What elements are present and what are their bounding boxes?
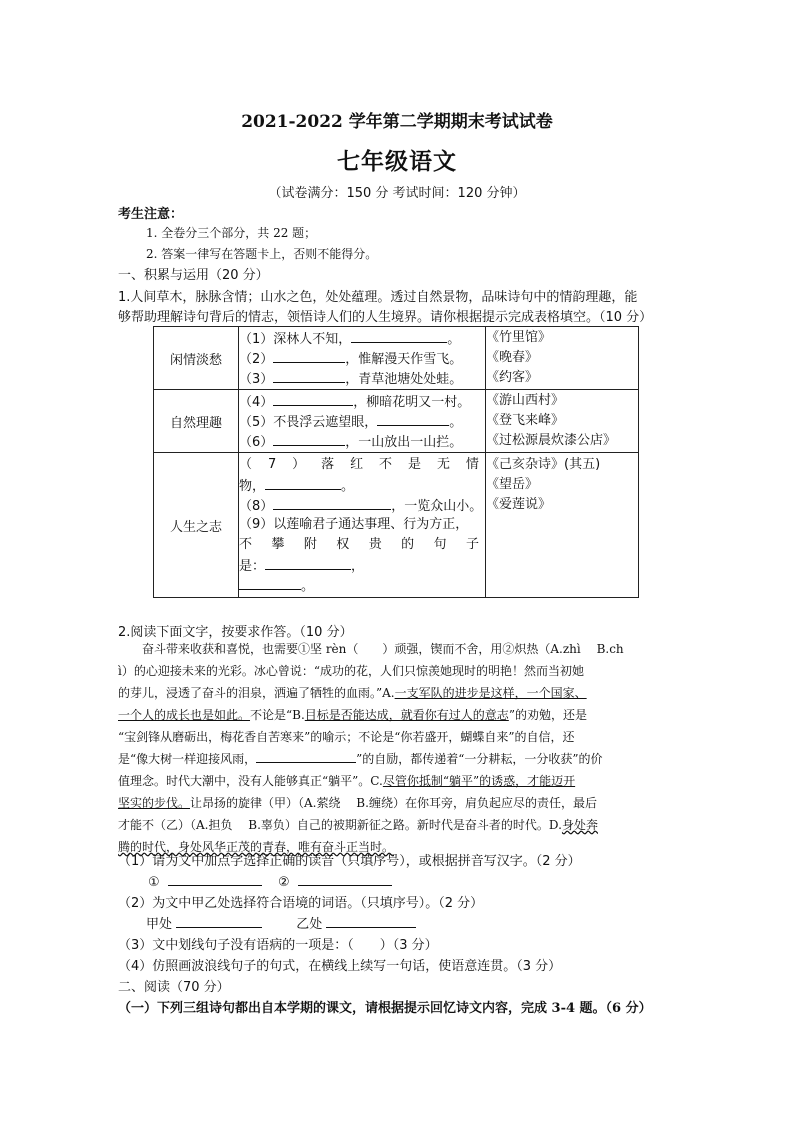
answer-blank[interactable] — [351, 328, 447, 343]
notice-item-2: 2. 答案一律写在答题卡上，否则不能得分。 — [146, 247, 378, 261]
sub-question-3: （3）文中划线句子没有语病的一项是：（ ）（3 分） — [118, 938, 438, 953]
answer-blank[interactable] — [377, 411, 449, 426]
answer-blank[interactable] — [265, 555, 351, 570]
exam-meta: （试卷满分：150 分 考试时间：120 分钟） — [268, 186, 526, 201]
source-title: 《爱莲说》 — [486, 497, 552, 512]
answer-blank[interactable] — [256, 748, 356, 763]
answer-blank[interactable] — [239, 575, 301, 590]
poem-line-9: （9）以莲喻君子通达事理、行为方正， — [239, 517, 469, 532]
answer-blank[interactable] — [273, 368, 345, 383]
part1-heading: 一、积累与运用（20 分） — [118, 268, 269, 283]
answer-blank[interactable] — [176, 913, 262, 928]
answer-blank[interactable] — [273, 348, 345, 363]
part2-heading: 二、阅读（70 分） — [118, 980, 230, 995]
answer-blank[interactable] — [273, 431, 345, 446]
exam-title: 2021-2022 学年第二学期期末考试试卷 — [241, 112, 553, 132]
answer-blank[interactable] — [273, 495, 391, 510]
exam-subject: 七年级语文 — [337, 149, 457, 175]
source-title: 《晚春》 — [486, 350, 539, 365]
sub-question-2: （2）为文中甲乙处选择符合语境的词语。（只填序号）。（2 分） — [118, 896, 484, 911]
source-title: 《过松源晨炊漆公店》 — [486, 433, 617, 448]
q3-heading: （一）下列三组诗句都出自本学期的课文，请根据提示回忆诗文内容，完成 3-4 题。（6 分） — [118, 1001, 652, 1016]
notice-heading: 考生注意： — [118, 207, 184, 222]
source-title: 《游山西村》 — [486, 393, 565, 408]
poem-table: 闲情淡愁 （1）深林人不知， 。 （2） ，惟解漫天作雪飞。 （3） ，青草池塘处处蛙。 《竹里馆》 《晚春》 《约客》 自然理趣 （4） ，柳暗花明又一村。 （5）不畏浮云遮望眼， 。 （6） ，一山放出一山拦。 《游山西村》 《登飞来峰》 《过松源晨炊漆公店》 人生之志 （ 7 ） 落 红 不 是 无 情 物， 。 （8） ，一览众山小。 （9）以莲喻君子通达事理、行为方正， 不 攀 附 权 贵 的 句 子 是： ， 。 《己亥杂诗》(其五) 《望岳》 《爱莲说》 — [153, 326, 639, 598]
blank-row-2: 甲处 乙处 — [146, 913, 416, 932]
category-cell: 闲情淡愁 — [154, 327, 239, 390]
notice-item-1: 1. 全卷分三个部分，共 22 题； — [146, 226, 317, 240]
source-title: 《约客》 — [486, 370, 539, 385]
answer-blank[interactable] — [298, 871, 392, 886]
q2-passage: 奋斗带来收获和喜悦，也需要①坚 rèn（ ）顽强，锲而不舍，用②炽热（A.zhì B.ch ì）的心迎接未来的光彩。冰心曾说：“成功的花，人们只惊羡她现时的明艳！然而当初她 的芽儿，浸透了奋斗的泪泉，洒遍了牺牲的血雨。”A.一支军队的进步是这样，一个国家、 一个人的成长也是如此。不论是“B.目标是否能达成，就看你有过人的意志”的劝勉，还是 “宝剑锋从磨砺出，梅花香自苦寒来”的喻示；不论是“你若盛开，蝴蝶自来”的自信，还 是“像大树一样迎接风雨， ”的自励，都传递着“一分耕耘，一分收获”的价 值理念。时代大潮中，没有人能够真正“躺平”。C.尽管你抵制“躺平”的诱惑，才能迈开 坚实的步伐。让昂扬的旋律（甲）（A.萦绕 B.缠绕）在你耳旁，肩负起应尽的责任，最后 才能不（乙）（A.担负 B.辜负）自己的被期新征之路。新时代是奋斗者的时代。D.身处奔 腾的时代，身处风华正茂的青春，唯有奋斗正当时。 — [118, 642, 624, 854]
q1-line1: 1.人间草木，脉脉含情；山水之色，处处蕴理。透过自然景物，品味诗句中的情韵理趣，能 — [118, 290, 638, 305]
poem-line: （1）深林人不知， — [239, 332, 352, 347]
source-title: 《己亥杂诗》(其五) — [486, 457, 601, 472]
sub-question-1: （1）请为文中加点字选择正确的读音（只填序号），或根据拼音写汉字。（2 分） — [118, 854, 581, 869]
answer-blank[interactable] — [168, 871, 262, 886]
answer-blank[interactable] — [265, 475, 341, 490]
answer-blank[interactable] — [326, 913, 416, 928]
blank-row-1: ① ② — [148, 871, 392, 890]
sub-question-4: （4）仿照画波浪线句子的句式，在横线上续写一句话，使语意连贯。（3 分） — [118, 959, 562, 974]
source-title: 《登飞来峰》 — [486, 413, 565, 428]
category-cell: 自然理趣 — [154, 390, 239, 453]
source-title: 《望岳》 — [486, 477, 539, 492]
poem-line-9b: 不 攀 附 权 贵 的 句 子 — [239, 537, 479, 552]
q1-line2: 够帮助理解诗句背后的情志，领悟诗人们的人生境界。请你根据提示完成表格填空。（10 分） — [118, 310, 653, 325]
poem-line-7: （ 7 ） 落 红 不 是 无 情 — [239, 457, 479, 472]
q2-heading: 2.阅读下面文字，按要求作答。（10 分） — [118, 625, 353, 640]
answer-blank[interactable] — [273, 391, 353, 406]
source-title: 《竹里馆》 — [486, 330, 552, 345]
category-cell: 人生之志 — [154, 453, 239, 598]
